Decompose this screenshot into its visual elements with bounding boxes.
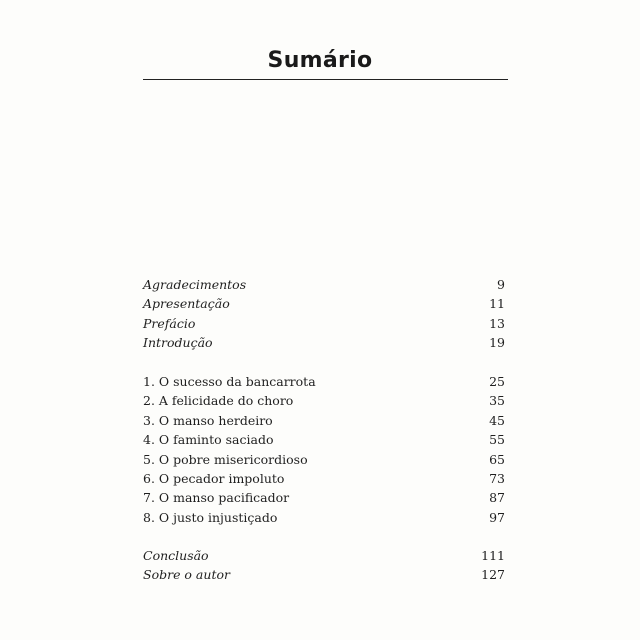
toc-entry-page: 13 [489,315,505,331]
toc-entry-page: 127 [481,567,505,583]
toc-entry-label: Sobre o autor [143,567,230,583]
toc-entry-chapter-7[interactable] [143,488,505,507]
toc-entry-page: 55 [489,432,505,448]
chapters-list [143,372,505,527]
toc-entry-chapter-4[interactable] [143,430,505,449]
toc-entry-label: Conclusão [143,548,209,563]
toc-entry-page: 87 [489,490,505,506]
back-matter-list [143,546,505,585]
toc-entry-label: Apresentação [143,296,230,312]
toc-entry-page: 97 [489,509,505,525]
toc-entry-page: 111 [481,548,505,563]
toc-entry-page: 65 [489,451,505,467]
toc-entry-label: Agradecimentos [143,277,247,292]
toc-entry-label: 5. O pobre misericordioso [143,451,308,467]
toc-entry-label: 4. O faminto saciado [143,432,274,448]
front-matter-list [143,275,505,353]
toc-entry-page: 11 [489,296,505,312]
toc-entry-conclusao[interactable] [143,546,505,565]
toc-entry-label: 2. A felicidade do choro [143,393,294,409]
toc-entry-chapter-5[interactable] [143,450,505,469]
toc-entry-chapter-3[interactable] [143,411,505,430]
toc-entry-label: Prefácio [143,315,196,331]
toc-entry-label: 1. O sucesso da bancarrota [143,374,316,389]
toc-entry-apresentacao[interactable] [143,294,505,313]
toc-entry-chapter-2[interactable] [143,391,505,410]
toc-entry-page: 35 [489,393,505,409]
toc-entry-page: 45 [489,412,505,428]
toc-entry-page: 73 [489,470,505,486]
page-title: Sumário [267,48,373,73]
toc-entry-introducao[interactable] [143,333,505,352]
toc-entry-chapter-6[interactable] [143,469,505,488]
toc-entry-agradecimentos[interactable] [143,275,505,294]
title-underline [143,79,508,80]
toc-entry-label: 7. O manso pacificador [143,490,290,506]
toc-entry-label: 6. O pecador impoluto [143,470,285,486]
toc-entry-label: 8. O justo injustiçado [143,509,278,525]
toc-entry-chapter-8[interactable] [143,508,505,527]
toc-entry-page: 19 [489,335,505,351]
toc-entry-sobre-o-autor[interactable] [143,565,505,584]
toc-entry-label: Introdução [143,335,213,351]
toc-entry-prefacio[interactable] [143,314,505,333]
toc-entry-page: 9 [497,277,505,292]
toc-entry-label: 3. O manso herdeiro [143,412,273,428]
toc-entry-chapter-1[interactable] [143,372,505,391]
toc-entry-page: 25 [489,374,505,389]
